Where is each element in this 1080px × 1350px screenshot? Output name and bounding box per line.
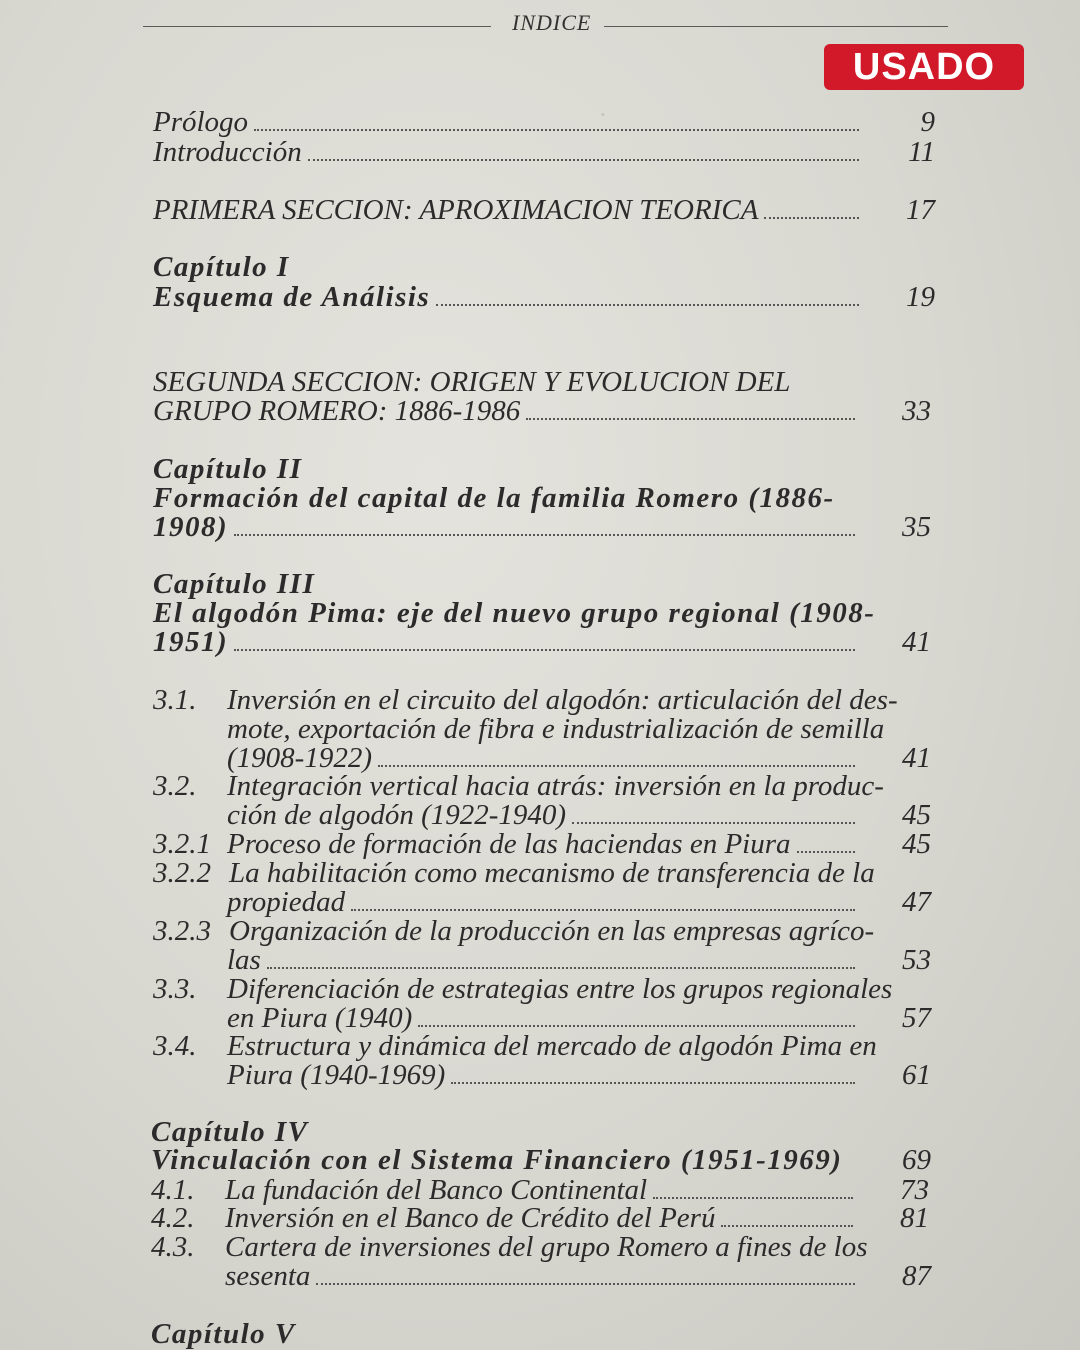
section-title-line2: GRUPO ROMERO: 1886-1986 bbox=[153, 395, 521, 427]
dot-leader bbox=[234, 648, 855, 651]
toc-page-number: 57 bbox=[902, 1002, 931, 1034]
chapter-title-line2: 1951) bbox=[153, 626, 229, 658]
subsection-line: Estructura y dinámica del mercado de algodón Pima en bbox=[227, 1030, 877, 1062]
dot-leader bbox=[267, 966, 855, 969]
dot-leader bbox=[526, 417, 855, 420]
chapter-title-line1: Formación del capital de la familia Romero (1886- bbox=[153, 482, 835, 514]
subsection-line: Integración vertical hacia atrás: inversión en la produc- bbox=[227, 770, 884, 802]
dot-leader bbox=[764, 216, 859, 219]
dot-leader bbox=[572, 821, 855, 824]
subsection-number: 3.2.3 bbox=[153, 915, 211, 947]
toc-entry-3-2-1: Proceso de formación de las haciendas en Piura 45 bbox=[227, 828, 931, 860]
subsection-line: Organización de la producción en las empresas agríco- bbox=[229, 915, 875, 947]
subsection-number: 3.2. bbox=[153, 770, 197, 802]
toc-entry-3-4: Piura (1940-1969) 61 bbox=[227, 1059, 931, 1091]
toc-entry-3-3: en Piura (1940) 57 bbox=[227, 1002, 931, 1034]
toc-entry-prologo bbox=[153, 106, 935, 138]
subsection-number: 4.2. bbox=[151, 1202, 195, 1234]
toc-entry-cap3 bbox=[153, 626, 931, 658]
toc-entry-cap1 bbox=[153, 281, 935, 313]
subsection-number: 3.4. bbox=[153, 1030, 197, 1062]
toc-entry-3-2-3: las 53 bbox=[227, 944, 931, 976]
chapter-title-line1: El algodón Pima: eje del nuevo grupo regional (1908- bbox=[153, 597, 876, 629]
toc-entry-cap2 bbox=[153, 511, 931, 543]
toc-entry-3-2: ción de algodón (1922-1940) 45 bbox=[227, 799, 931, 831]
toc-page-number: 73 bbox=[900, 1174, 929, 1206]
subsection-number: 3.2.2 bbox=[153, 857, 211, 889]
chapter-title: Esquema de Análisis bbox=[153, 281, 431, 313]
dot-leader bbox=[351, 908, 855, 911]
subsection-line: mote, exportación de fibra e industrialización de semilla bbox=[227, 713, 885, 745]
dot-leader bbox=[653, 1196, 853, 1199]
header-rule-right bbox=[604, 26, 948, 27]
toc-page-number: 33 bbox=[902, 395, 931, 427]
dot-leader bbox=[797, 850, 855, 853]
toc-page-number: 61 bbox=[902, 1059, 931, 1091]
toc-page-number: 47 bbox=[902, 886, 931, 918]
toc-page-number: 87 bbox=[902, 1260, 931, 1292]
toc-entry-label: Introducción bbox=[153, 136, 302, 168]
subsection-line: La habilitación como mecanismo de transferencia de la bbox=[229, 857, 875, 889]
page-title: INDICE bbox=[512, 10, 592, 35]
dot-leader bbox=[378, 764, 855, 767]
toc-page-number: 35 bbox=[902, 511, 931, 543]
toc-page-number: 81 bbox=[900, 1202, 929, 1234]
dot-leader bbox=[308, 158, 859, 161]
toc-entry-cap4 bbox=[151, 1144, 931, 1176]
toc-entry-4-2: Inversión en el Banco de Crédito del Perú 81 bbox=[225, 1202, 929, 1234]
subsection-number: 3.1. bbox=[153, 684, 197, 716]
toc-entry-introduccion bbox=[153, 136, 935, 168]
subsection-line: Inversión en el circuito del algodón: articulación del des- bbox=[227, 684, 898, 716]
subsection-number: 4.1. bbox=[151, 1174, 195, 1206]
toc-entry-3-1: (1908-1922) 41 bbox=[227, 742, 931, 774]
subsection-number: 3.3. bbox=[153, 973, 197, 1005]
chapter-heading-1: Capítulo I bbox=[153, 251, 290, 283]
dot-leader bbox=[436, 303, 859, 306]
toc-page-number: 45 bbox=[902, 828, 931, 860]
chapter-heading-5: Capítulo V bbox=[151, 1318, 296, 1350]
dot-leader bbox=[316, 1282, 855, 1285]
toc-page-number: 41 bbox=[902, 742, 931, 774]
dot-leader bbox=[254, 128, 859, 131]
toc-entry-3-2-2: propiedad 47 bbox=[227, 886, 931, 918]
section-title: PRIMERA SECCION: APROXIMACION TEORICA bbox=[153, 194, 759, 226]
bleed-through-text: · bbox=[600, 100, 607, 129]
toc-page-number: 69 bbox=[902, 1144, 931, 1176]
toc-page-number: 17 bbox=[906, 194, 935, 226]
toc-entry-primera-seccion bbox=[153, 194, 935, 226]
toc-page-number: 19 bbox=[906, 281, 935, 313]
header-rule-left bbox=[143, 26, 491, 27]
subsection-line: Diferenciación de estrategias entre los grupos regionales bbox=[227, 973, 893, 1005]
toc-entry-4-1: La fundación del Banco Continental 73 bbox=[225, 1174, 929, 1206]
dot-leader bbox=[721, 1224, 853, 1227]
toc-page-number: 9 bbox=[920, 106, 935, 138]
toc-entry-segunda-seccion bbox=[153, 395, 931, 427]
toc-page-number: 53 bbox=[902, 944, 931, 976]
subsection-number: 4.3. bbox=[151, 1231, 195, 1263]
toc-entry-label: Prólogo bbox=[153, 106, 249, 138]
dot-leader bbox=[234, 533, 855, 536]
toc-entry-4-3: sesenta 87 bbox=[225, 1260, 931, 1292]
dot-leader bbox=[451, 1081, 855, 1084]
subsection-number: 3.2.1 bbox=[153, 828, 211, 860]
chapter-title: Vinculación con el Sistema Financiero (1951-1969) bbox=[151, 1144, 843, 1176]
toc-page-number: 45 bbox=[902, 799, 931, 831]
toc-page-number: 11 bbox=[908, 136, 935, 168]
chapter-heading-4: Capítulo IV bbox=[151, 1116, 309, 1148]
dot-leader bbox=[418, 1024, 855, 1027]
subsection-line: Cartera de inversiones del grupo Romero a fines de los bbox=[225, 1231, 868, 1263]
section-title-line1: SEGUNDA SECCION: ORIGEN Y EVOLUCION DEL bbox=[153, 366, 791, 398]
chapter-heading-3: Capítulo III bbox=[153, 568, 316, 600]
used-badge: USADO bbox=[824, 44, 1024, 90]
chapter-heading-2: Capítulo II bbox=[153, 453, 303, 485]
toc-page-number: 41 bbox=[902, 626, 931, 658]
chapter-title-line2: 1908) bbox=[153, 511, 229, 543]
